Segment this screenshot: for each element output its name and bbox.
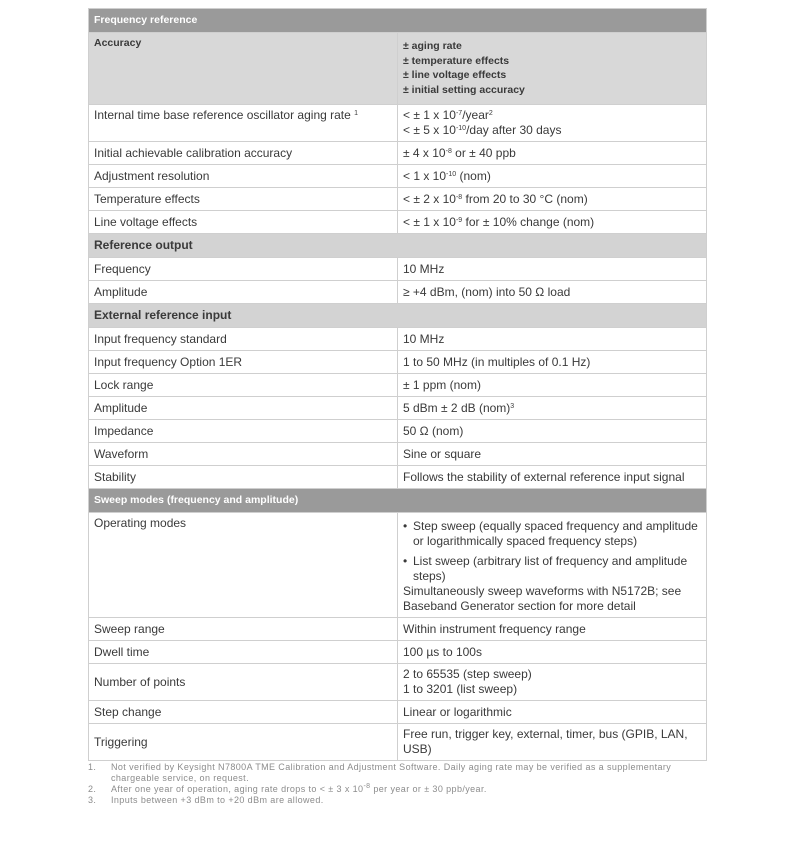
section-title: Reference output [89,234,707,258]
label-text: Internal time base reference oscillator aging rate [94,108,351,122]
footnote-text [111,784,487,795]
row-label: Initial achievable calibration accuracy [89,142,398,165]
table-row-input-amplitude [89,397,707,420]
row-label: Number of points [89,664,398,701]
footnote-ref: 1 [354,110,359,117]
row-value: Sine or square [398,443,707,466]
row-value: 50 Ω (nom) [398,420,707,443]
exponent: -10 [455,125,467,132]
row-label: Impedance [89,420,398,443]
row-label: Waveform [89,443,398,466]
row-label: Triggering [89,724,398,761]
table-row-number-of-points [89,664,707,701]
value-text: < 1 x 10 [403,168,447,183]
value-text: < ± 1 x 10 [403,214,456,229]
accuracy-component: ± initial setting accuracy [403,83,525,96]
row-label: Operating modes [89,513,398,618]
value-text: from 20 to 30 °C (nom) [462,191,588,206]
section-title: Frequency reference [89,9,707,33]
table-row-amplitude [89,281,707,304]
exponent: -7 [455,110,463,117]
footnote-number: 1. [88,762,97,772]
exponent: -8 [445,147,452,155]
footnote-text: Not verified by Keysight N7800A TME Calibration and Adjustment Software. Daily aging rate may be verified as a supplementary chargeable service, on request. [111,762,672,783]
row-value [398,397,707,420]
footnote [88,762,708,784]
table-row-triggering [89,724,707,761]
section-header-reference-output [89,234,707,258]
footnote [88,784,708,795]
row-value: 100 µs to 100s [398,641,707,664]
section-header-frequency-reference [89,9,707,33]
table-row-sweep-range [89,618,707,641]
row-label: Input frequency standard [89,328,398,351]
table-row-input-frequency-option-1er [89,351,707,374]
accuracy-component: ± aging rate [403,40,462,52]
section-header-sweep-modes [89,489,707,513]
exponent: -8 [455,193,463,201]
exponent: -10 [446,170,457,178]
value-text: (nom) [456,168,491,183]
row-label: Lock range [89,374,398,397]
footnote-text-part: per year or ± 30 ppb/year. [370,784,487,794]
row-value [398,513,707,618]
row-value [398,165,707,188]
row-value: 10 MHz [398,328,707,351]
value-text: for ± 10% change (nom) [462,214,595,229]
value-text: /day after 30 days [466,123,562,137]
value-text: 5 dBm ± 2 dB (nom) [403,400,511,415]
operating-modes-note: Simultaneously sweep waveforms with N5172B; see Baseband Generator section for more detail [403,584,682,613]
row-value: ± 1 ppm (nom) [398,374,707,397]
value-line: 1 to 3201 (list sweep) [403,682,518,696]
table-row-operating-modes [89,513,707,618]
table-row-accuracy [89,33,707,105]
bullet-text: Step sweep (equally spaced frequency and amplitude or logarithmically spaced frequency steps) [413,519,698,548]
table-row-aging-rate [89,105,707,142]
value-text: ± 4 x 10 [403,145,446,160]
row-value [398,188,707,211]
row-value [398,664,707,701]
row-value [398,142,707,165]
list-item [403,519,701,549]
footnote [88,795,708,806]
section-title: External reference input [89,304,707,328]
table-row-dwell-time [89,641,707,664]
table-row-waveform [89,443,707,466]
section-title: Sweep modes (frequency and amplitude) [89,489,707,513]
row-label: Dwell time [89,641,398,664]
footnote-ref: 2 [488,110,493,117]
spec-table [88,8,707,761]
row-label: Input frequency Option 1ER [89,351,398,374]
row-label: Adjustment resolution [89,165,398,188]
table-row-temperature-effects [89,188,707,211]
value-text: /year [462,108,489,122]
row-value: 10 MHz [398,258,707,281]
section-header-external-reference-input [89,304,707,328]
row-value: Linear or logarithmic [398,701,707,724]
table-row-step-change [89,701,707,724]
footnotes [88,762,708,806]
bullet-text: List sweep (arbitrary list of frequency and amplitude steps) [413,554,688,583]
row-label: Line voltage effects [89,211,398,234]
row-label: Stability [89,466,398,489]
table-row-input-frequency-standard [89,328,707,351]
value-text: < ± 1 x 10 [403,108,456,122]
value-text: < ± 2 x 10 [403,191,456,206]
row-label: Amplitude [89,397,398,420]
footnote-number: 3. [88,795,97,805]
accuracy-component: ± line voltage effects [403,69,507,81]
row-value: ≥ +4 dBm, (nom) into 50 Ω load [398,281,707,304]
table-row-impedance [89,420,707,443]
row-label: Sweep range [89,618,398,641]
row-value [398,211,707,234]
table-row-initial-calibration [89,142,707,165]
row-label: Temperature effects [89,188,398,211]
table-row-lock-range [89,374,707,397]
table-row-adjustment-resolution [89,165,707,188]
value-line: 2 to 65535 (step sweep) [403,667,532,681]
exponent: -9 [455,216,463,224]
row-value [398,33,707,105]
footnote-text-part: After one year of operation, aging rate drops to < ± 3 x 10 [111,784,364,794]
footnote-number: 2. [88,784,97,794]
row-label: Frequency [89,258,398,281]
row-value: Free run, trigger key, external, timer, bus (GPIB, LAN, USB) [398,724,707,761]
bullet-icon: • [403,554,408,568]
row-label: Accuracy [89,33,398,105]
row-value: Follows the stability of external reference input signal [398,466,707,489]
row-label: Step change [89,701,398,724]
exponent: -8 [363,783,371,790]
value-text: or ± 40 ppb [451,145,516,160]
table-row-frequency [89,258,707,281]
row-value: 1 to 50 MHz (in multiples of 0.1 Hz) [398,351,707,374]
list-item [403,554,701,584]
footnote-ref: 3 [510,402,515,410]
value-text: < ± 5 x 10 [403,123,456,137]
table-row-stability [89,466,707,489]
footnote-text: Inputs between +3 dBm to +20 dBm are allowed. [111,795,324,805]
bullet-icon: • [403,519,408,533]
accuracy-component: ± temperature effects [403,54,510,67]
row-value: Within instrument frequency range [398,618,707,641]
row-value [398,105,707,142]
row-label: Amplitude [89,281,398,304]
table-row-line-voltage-effects [89,211,707,234]
row-label [89,105,398,142]
